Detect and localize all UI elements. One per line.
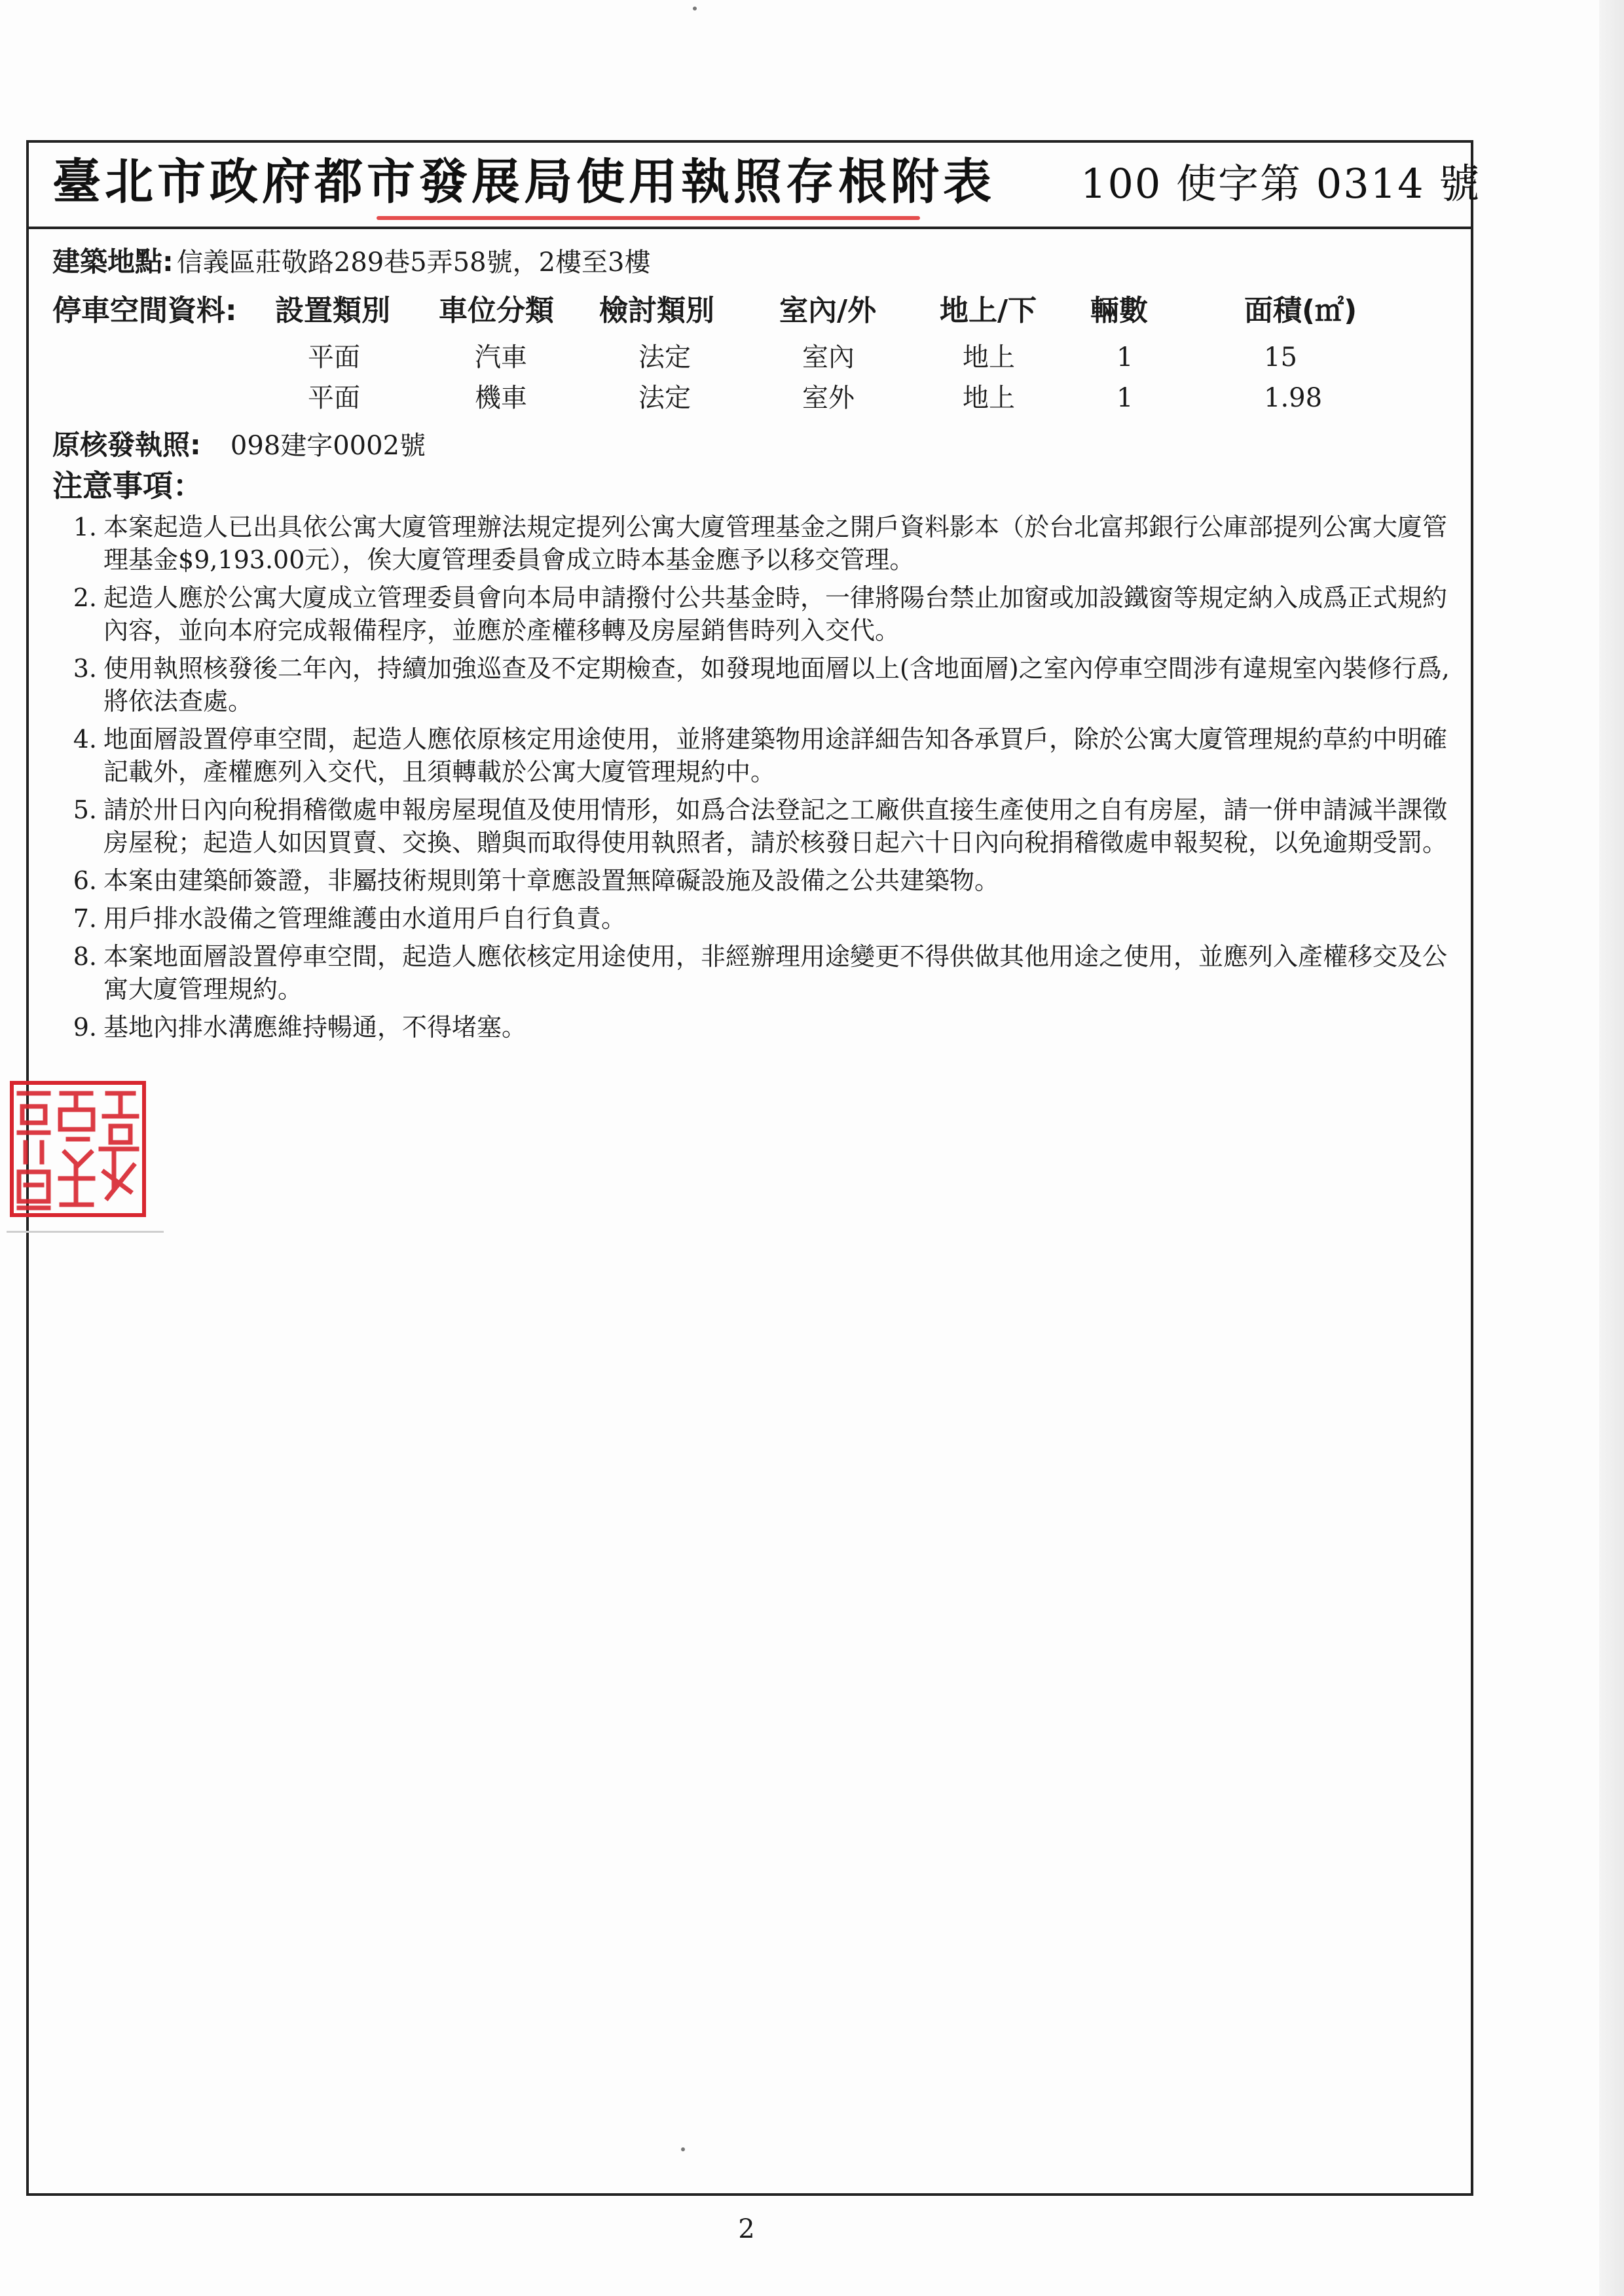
- note-text: 請於卅日內向稅捐稽徵處申報房屋現值及使用情形，如爲合法登記之工廠供直接生產使用之自有房屋，請一併申請減半課徵房屋稅；起造人如因買賣、交換、贈與而取得使用執照者，請於核發日起六十日內向稅捐稽徵處申報契稅，以免逾期受罰。: [103, 795, 1448, 857]
- note-text: 使用執照核發後二年內，持續加強巡查及不定期檢查，如發現地面層以上(含地面層)之室內停車空間涉有違規室內裝修行爲,將依法查處。: [103, 654, 1450, 716]
- table-cell: 15: [1264, 342, 1297, 373]
- table-cell: 1: [1116, 383, 1134, 413]
- page-title: 臺北市政府都市發展局使用執照存根附表: [52, 154, 995, 210]
- column-header: 室內/外: [779, 294, 877, 327]
- original-permit-value: 098建字0002號: [230, 431, 426, 461]
- list-item: [65, 581, 1467, 647]
- note-text: 本案地面層設置停車空間，起造人應依核定用途使用，非經辦理用途變更不得供做其他用途之使用，並應列入產權移交及公寓大廈管理規約。: [103, 942, 1448, 1004]
- parking-label: 停車空間資料:: [52, 294, 237, 327]
- note-number: 4.: [73, 725, 97, 754]
- table-cell: 室外: [802, 383, 855, 413]
- table-cell: 法定: [638, 342, 691, 373]
- address-row: [52, 242, 650, 282]
- original-permit-row: [52, 426, 426, 465]
- table-cell: 室內: [802, 342, 855, 373]
- list-item: [65, 1011, 1467, 1044]
- list-item: [65, 940, 1467, 1006]
- note-number: 7.: [73, 904, 97, 933]
- table-cell: 法定: [638, 383, 691, 413]
- note-number: 1.: [73, 513, 97, 541]
- notes-heading: 注意事項：: [52, 468, 203, 503]
- table-cell: 1: [1116, 342, 1134, 373]
- note-number: 3.: [73, 654, 97, 683]
- note-text: 起造人應於公寓大廈成立管理委員會向本局申請撥付公共基金時，一律將陽台禁止加窗或加設鐵窗等規定納入成爲正式規約內容，並向本府完成報備程序，並應於產權移轉及房屋銷售時列入交代。: [103, 583, 1448, 645]
- note-number: 6.: [73, 866, 97, 895]
- scan-dot: [681, 2147, 685, 2151]
- notes-list: [65, 511, 1467, 1049]
- note-number: 2.: [73, 583, 97, 612]
- note-text: 本案由建築師簽證，非屬技術規則第十章應設置無障礙設施及設備之公共建築物。: [103, 866, 1000, 895]
- list-item: [65, 902, 1467, 935]
- column-header: 面積(㎡): [1244, 294, 1357, 327]
- column-header: 輛數: [1090, 294, 1148, 327]
- table-cell: 汽車: [475, 342, 527, 373]
- column-header: 車位分類: [439, 294, 554, 327]
- column-header: 地上/下: [940, 294, 1037, 327]
- original-permit-label: 原核發執照:: [52, 429, 201, 461]
- list-item: [65, 793, 1467, 859]
- table-row: [52, 378, 1460, 418]
- table-row: [52, 338, 1460, 377]
- column-header: 設置類別: [275, 294, 390, 327]
- scan-dot: [693, 7, 697, 10]
- list-item: [65, 511, 1467, 576]
- scan-edge: [1599, 0, 1624, 2296]
- red-seal-stamp: [9, 1080, 147, 1218]
- list-item: [65, 652, 1467, 718]
- note-text: 本案起造人已出具依公寓大廈管理辦法規定提列公寓大廈管理基金之開戶資料影本（於台北富邦銀行公庫部提列公寓大廈管理基金$9,193.00元），俟大廈管理委員會成立時本基金應予以移交管理。: [103, 513, 1448, 574]
- note-number: 8.: [73, 942, 97, 971]
- note-number: 5.: [73, 795, 97, 824]
- table-cell: 1.98: [1264, 383, 1323, 413]
- table-cell: 平面: [308, 342, 360, 373]
- address-value: 信義區莊敬路289巷5弄58號，2樓至3樓: [176, 247, 651, 278]
- note-text: 用戶排水設備之管理維護由水道用戶自行負責。: [103, 904, 627, 933]
- seal-glyphs: [19, 1093, 137, 1208]
- page-number: 2: [738, 2214, 755, 2244]
- scan-artifact: [7, 1231, 164, 1233]
- list-item: [65, 864, 1467, 897]
- title-underline: [377, 216, 920, 220]
- parking-header: [52, 288, 1460, 334]
- note-text: 基地內排水溝應維持暢通，不得堵塞。: [103, 1013, 527, 1042]
- permit-number: 100 使字第 0314 號: [1080, 160, 1481, 208]
- list-item: [65, 723, 1467, 788]
- table-cell: 地上: [963, 383, 1015, 413]
- table-cell: 平面: [308, 383, 360, 413]
- table-cell: 地上: [963, 342, 1015, 373]
- address-label: 建築地點:: [52, 246, 174, 278]
- note-text: 地面層設置停車空間，起造人應依原核定用途使用，並將建築物用途詳細告知各承買戶，除於公寓大廈管理規約草約中明確記載外，產權應列入交代，且須轉載於公寓大廈管理規約中。: [103, 725, 1448, 786]
- note-number: 9.: [73, 1013, 97, 1042]
- table-cell: 機車: [475, 383, 527, 413]
- column-header: 檢討類別: [599, 294, 714, 327]
